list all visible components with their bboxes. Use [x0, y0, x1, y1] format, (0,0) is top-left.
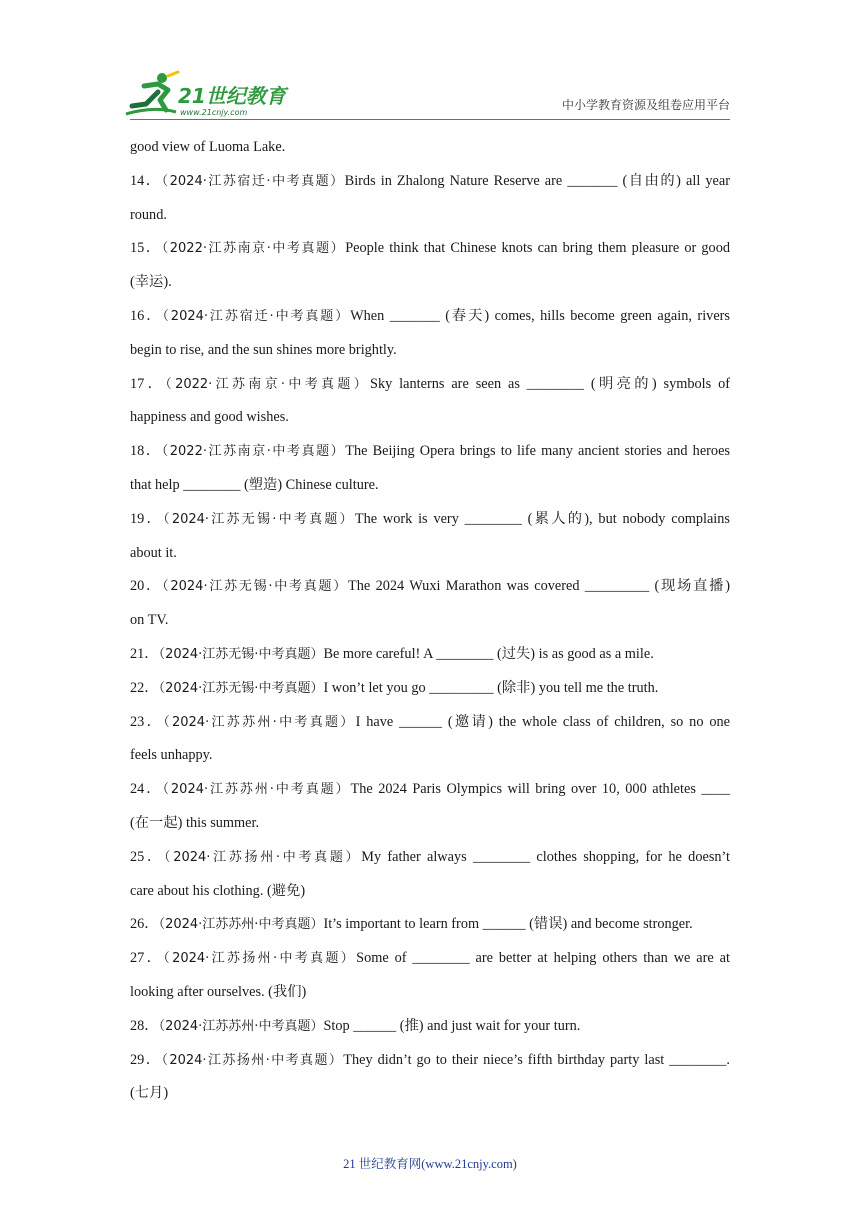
question-source: （2024·江苏苏州·中考真题）: [158, 917, 324, 933]
platform-title: 中小学教育资源及组卷应用平台: [561, 98, 730, 112]
question-text: Sky lanterns are seen as ________ (明亮的) symbols of: [370, 375, 730, 392]
question-line: [130, 304, 730, 338]
question-text: Some of ________ are better at helping others than we are at: [356, 950, 730, 967]
question-source: （2024·江苏苏州·中考真题）: [158, 1018, 324, 1034]
question-line: [130, 574, 730, 608]
question-text: When _______ (春天) comes, hills become green again, rivers: [350, 307, 730, 324]
question-line: [130, 845, 730, 879]
question-text: They didn’t go to their niece’s fifth birthday party last ________.: [343, 1051, 731, 1068]
question-source: （2024·江苏扬州·中考真题）: [163, 951, 357, 967]
question-source: （2024·江苏扬州·中考真题）: [161, 1052, 344, 1068]
question-number: 15．: [130, 240, 162, 257]
question-line: [130, 236, 730, 270]
question-text: The 2024 Wuxi Marathon was covered _________ (现场直播): [348, 578, 730, 595]
question-continuation: begin to rise, and the sun shines more brightly.: [130, 341, 397, 358]
question-source: （2024·江苏无锡·中考真题）: [162, 579, 349, 595]
question-continuation: (七月): [130, 1085, 169, 1102]
question-line: [130, 710, 730, 744]
question-number: 20．: [130, 578, 163, 595]
question-text: The 2024 Paris Olympics will bring over 10, 000 athletes ____: [350, 781, 730, 798]
question-source: （2022·江苏南京·中考真题）: [161, 444, 346, 460]
question-text: Stop ______ (推) and just wait for your turn.: [323, 1017, 581, 1034]
question-text: The work is very ________ (累人的), but nobody complains: [354, 510, 730, 527]
question-text: My father always ________ clothes shopping, for he doesn’t: [361, 848, 731, 865]
question-number: 19．: [130, 510, 164, 527]
question-number: 28．: [130, 1017, 159, 1034]
question-number: 29．: [130, 1051, 162, 1068]
logo-url: www.21cnjy.com: [180, 108, 248, 117]
question-continuation: that help ________ (塑造) Chinese culture.: [130, 476, 379, 493]
question-source: （2022·江苏南京·中考真题）: [165, 376, 371, 392]
question-number: 14．: [130, 172, 162, 189]
logo: [124, 70, 294, 118]
question-continuation: about it.: [130, 544, 177, 561]
question-continuation: round.: [130, 206, 167, 223]
question-number: 18．: [130, 443, 162, 460]
question-source: （2024·江苏无锡·中考真题）: [163, 511, 355, 527]
question-line: [130, 777, 730, 811]
question-text: I have ______ (邀请) the whole class of children, so no one: [355, 713, 730, 730]
question-line: [130, 372, 730, 406]
question-source: （2024·江苏扬州·中考真题）: [164, 849, 362, 865]
question-continuation: good view of Luoma Lake.: [130, 139, 286, 155]
question-source: （2024·江苏宿迁·中考真题）: [161, 173, 345, 189]
question-number: 17．: [130, 375, 166, 392]
question-text: It’s important to learn from ______ (错误) and become stronger.: [323, 916, 693, 933]
question-number: 25．: [130, 848, 164, 865]
question-source: （2024·江苏无锡·中考真题）: [158, 646, 324, 662]
question-continuation: care about his clothing. (避免): [130, 882, 306, 899]
question-line: [130, 439, 730, 473]
page-footer: 21 世纪教育网(www.21cnjy.com): [343, 1157, 517, 1171]
question-source: （2024·江苏苏州·中考真题）: [163, 714, 356, 730]
question-line: [130, 912, 730, 946]
question-line: [130, 507, 730, 541]
logo-text: 21世纪教育: [178, 84, 286, 108]
question-line: [130, 1014, 730, 1048]
question-text: I won’t let you go _________ (除非) you tell me the truth.: [323, 679, 659, 696]
header-divider: [130, 119, 730, 120]
question-number: 27．: [130, 950, 164, 967]
question-number: 24．: [130, 781, 163, 798]
question-text: Birds in Zhalong Nature Reserve are _______ (自由的) all year: [344, 172, 730, 189]
question-text: Be more careful! A ________ (过失) is as good as a mile.: [323, 645, 654, 662]
question-line: [130, 642, 730, 676]
question-line: [130, 946, 730, 980]
question-text: People think that Chinese knots can bring them pleasure or good: [345, 240, 730, 257]
page-header: [0, 0, 860, 130]
question-source: （2022·江苏南京·中考真题）: [161, 241, 346, 257]
question-text: The Beijing Opera brings to life many ancient stories and heroes: [345, 443, 730, 460]
question-continuation: feels unhappy.: [130, 747, 213, 764]
question-line: [130, 169, 730, 203]
question-source: （2024·江苏无锡·中考真题）: [158, 680, 324, 696]
runner-icon: [126, 72, 178, 114]
question-number: 26．: [130, 916, 159, 933]
question-number: 22．: [130, 679, 159, 696]
question-line: [130, 676, 730, 710]
question-number: 21．: [130, 645, 159, 662]
question-continuation: happiness and good wishes.: [130, 409, 289, 426]
question-continuation: looking after ourselves. (我们): [130, 983, 307, 1000]
question-continuation: (在一起) this summer.: [130, 814, 260, 831]
question-source: （2024·江苏宿迁·中考真题）: [162, 308, 351, 324]
question-number: 23．: [130, 713, 164, 730]
question-source: （2024·江苏苏州·中考真题）: [162, 782, 351, 798]
question-continuation: on TV.: [130, 612, 169, 629]
question-number: 16．: [130, 307, 163, 324]
question-line: [130, 1048, 730, 1082]
question-list: [130, 135, 730, 1115]
question-continuation: (幸运).: [130, 274, 172, 291]
